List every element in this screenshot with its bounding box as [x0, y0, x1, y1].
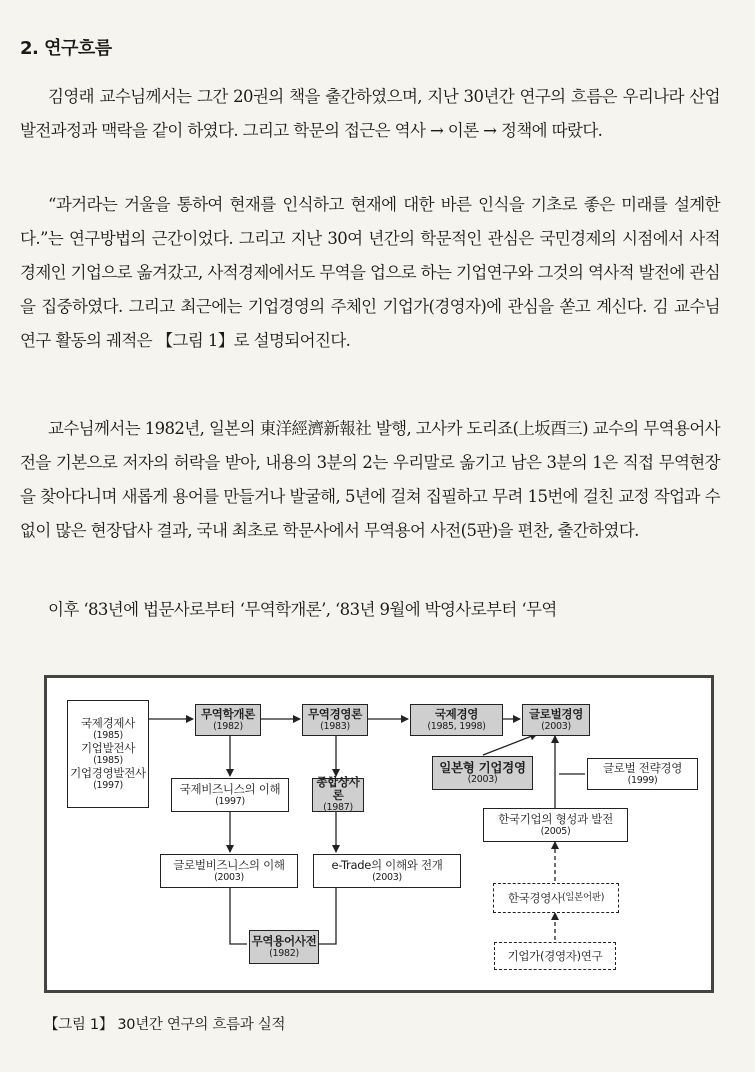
research-flow-diagram — [44, 675, 714, 993]
paragraph-2: “과거라는 거울을 통하여 현재를 인식하고 현재에 대한 바른 인식을 기초로 좋은 미래를 설계한다.”는 연구방법의 근간이었다. 그리고 지난 30여 년간의 학문적인 관심은 국민경제의 시점에서 사적경제인 기업으로 옮겨갔고, 사적경제에서도 무역을 업으로 하는 기업연구와 그것의 역사적 발전에 관심을 집중하였다. 그리고 최근에는 기업경영의 주체인 기업가(경영자)에 관심을 쏟고 계신다. 김 교수님 연구 활동의 궤적은 【그림 1】로 설명되어진다. — [20, 195, 720, 350]
global-mgmt-box — [522, 704, 590, 736]
sogo-shosha-label: 종합상사론 — [316, 775, 360, 802]
japan-mgmt-year: (2003) — [467, 773, 498, 785]
global-strategy-label: 글로벌 전략경영 — [602, 760, 683, 775]
dictionary-label: 무역용어사전 — [251, 933, 317, 948]
paragraph-3: 교수님께서는 1982년, 일본의 東洋經濟新報社 발행, 고사카 도리죠(上坂酉三) 교수의 무역용어사전을 기본으로 저자의 허락을 받아, 내용의 3분의 2는 우리말로 옮기고 남은 3분의 1은 직접 무역현장을 찾아다니며 새롭게 용어를 만들거나 발굴해, 5년에 걸쳐 집필하고 무려 15번에 걸친 교정 작업과 수없이 많은 현장답사 결과, 국내 최초로 학문사에서 무역용어 사전(5판)을 편찬, 출간하였다. — [20, 419, 720, 540]
trade-intro-box — [195, 704, 261, 736]
sogo-shosha-box — [312, 775, 364, 813]
history-year-1: (1985) — [93, 729, 123, 741]
global-mgmt-year: (2003) — [541, 720, 571, 732]
history-year-3: (1997) — [93, 779, 123, 791]
global-strategy-box — [587, 758, 698, 790]
line-etrade-to-dictionary — [317, 888, 336, 944]
global-business-label: 글로벌비즈니스의 이해 — [173, 857, 285, 872]
intl-mgmt-box — [410, 704, 503, 736]
trade-intro-year: (1982) — [213, 720, 243, 732]
dictionary-year: (1982) — [269, 947, 299, 959]
history-label-1: 국제경제사 — [80, 715, 136, 730]
paragraph-4: 이후 ‘83년에 법문사로부터 ‘무역학개론’, ‘83년 9월에 박영사로부터 ‘무역 — [48, 600, 557, 619]
intl-mgmt-label: 국제경영 — [434, 706, 479, 721]
intl-mgmt-year: (1985, 1998) — [427, 720, 486, 732]
line-global-business-to-dictionary — [230, 888, 247, 944]
trade-mgmt-label: 무역경영론 — [307, 706, 363, 721]
history-year-2: (1985) — [93, 754, 123, 766]
japan-mgmt-label: 일본형 기업경영 — [439, 759, 526, 775]
history-label-3: 기업경영발전사 — [70, 765, 146, 780]
trade-mgmt-year: (1983) — [320, 720, 350, 732]
dictionary-box — [249, 930, 319, 964]
etrade-box — [313, 854, 461, 888]
figure-caption: 【그림 1】 30년간 연구의 흐름과 실적 — [44, 1017, 286, 1033]
korea-firms-box — [483, 808, 628, 842]
sogo-shosha-year: (1987) — [323, 802, 353, 813]
paragraph-1: 김영래 교수님께서는 그간 20권의 책을 출간하였으며, 지난 30년간 연구의 흐름은 우리나라 산업발전과정과 맥락을 같이 하였다. 그리고 학문의 접근은 역사 → 이론 → 정책에 따랐다. — [20, 87, 720, 140]
etrade-label: e-Trade의 이해와 전개 — [331, 857, 443, 872]
global-strategy-year: (1999) — [627, 774, 658, 786]
entrepreneur-label: 기업가(경영자)연구 — [507, 948, 603, 963]
etrade-year: (2003) — [372, 871, 402, 883]
trade-intro-label: 무역학개론 — [200, 706, 256, 721]
entrepreneur-box — [494, 942, 616, 970]
intl-business-year: (1997) — [215, 795, 245, 807]
trade-mgmt-box — [302, 704, 368, 736]
history-label-2: 기업발전사 — [80, 740, 136, 755]
intl-business-label: 국제비즈니스의 이해 — [179, 781, 281, 796]
global-business-year: (2003) — [214, 871, 244, 883]
korea-history-sub: (일본어판) — [561, 892, 605, 903]
section-heading: 2. 연구흐름 — [20, 38, 112, 59]
global-business-box — [160, 854, 298, 888]
arrow-japan-to-global-mgmt — [483, 734, 537, 755]
korea-history-box — [493, 883, 619, 913]
japan-mgmt-box — [432, 756, 533, 790]
intl-business-box — [171, 778, 289, 812]
global-mgmt-label: 글로벌경영 — [528, 706, 584, 721]
korea-firms-label: 한국기업의 형성과 발전 — [498, 811, 613, 826]
history-books-box — [67, 700, 149, 808]
korea-history-label: 한국경영사 — [507, 890, 562, 905]
korea-firms-year: (2005) — [540, 825, 571, 837]
